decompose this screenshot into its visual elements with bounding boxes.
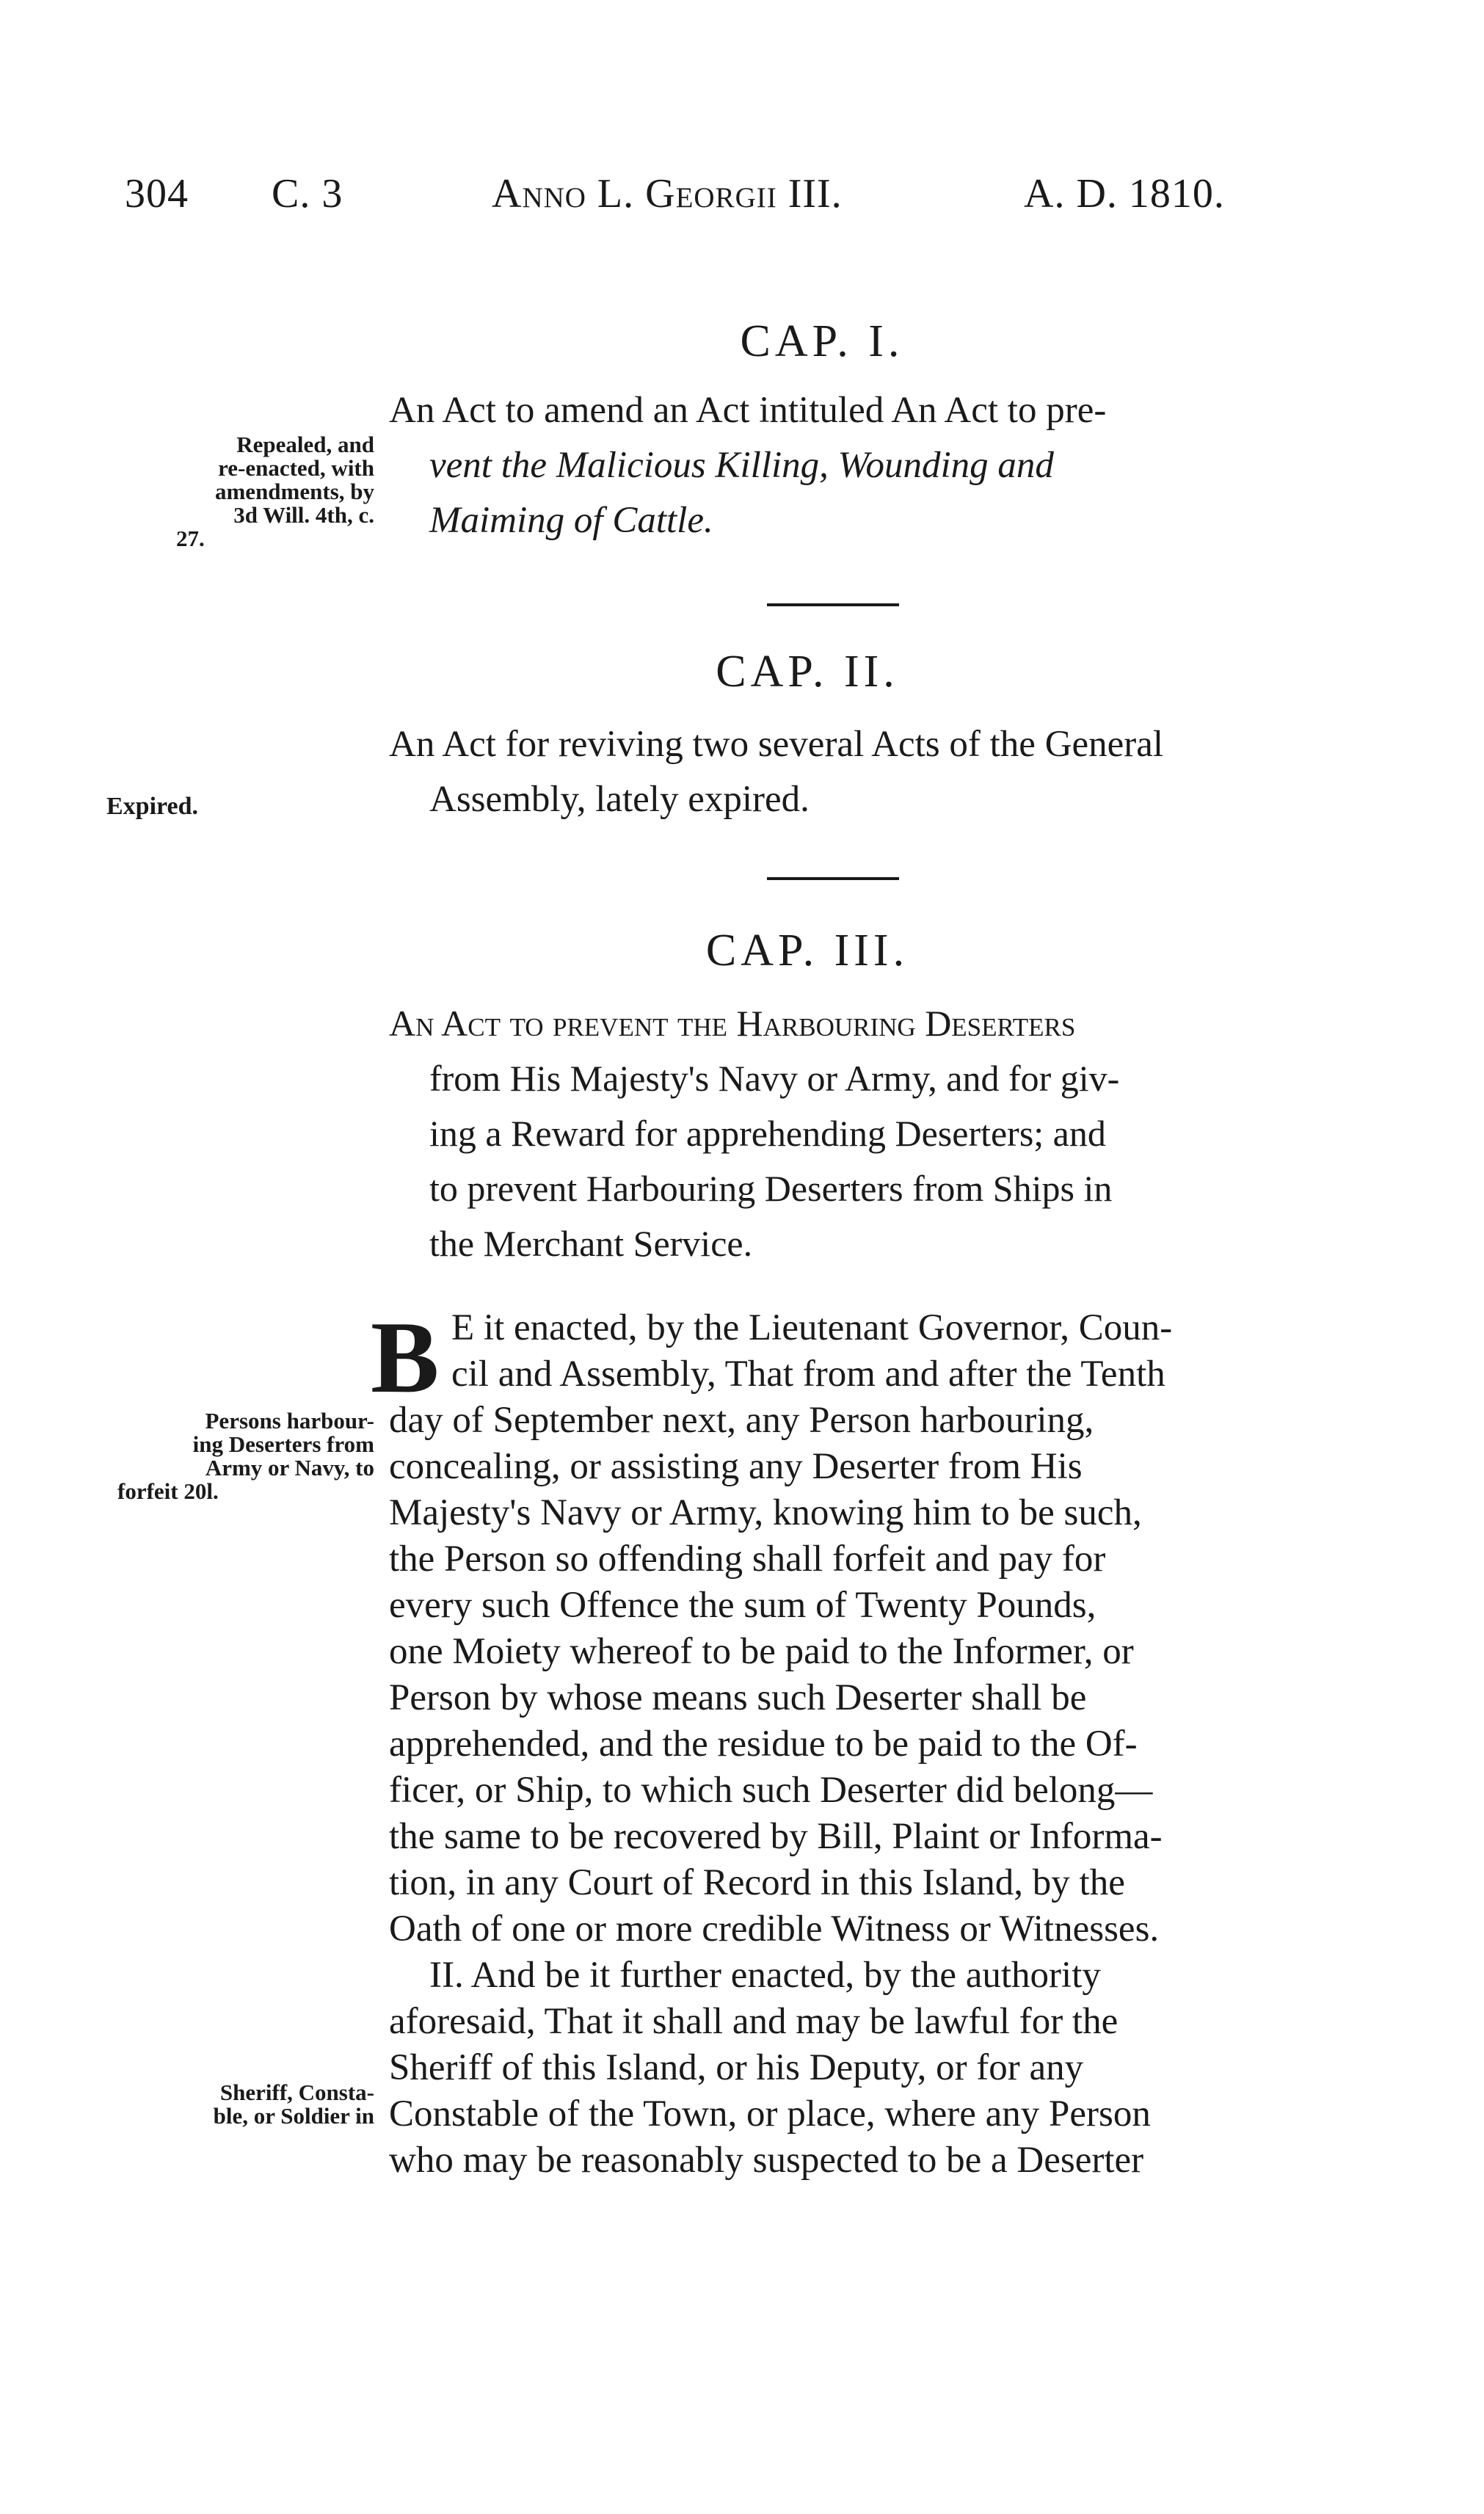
body-line: Oath of one or more credible Witness or Witnesses. <box>389 1908 1160 1950</box>
cap-1-line: Maiming of Cattle. <box>429 500 713 541</box>
cap-3-line: to prevent Harbouring Deserters from Ships in <box>429 1168 1113 1209</box>
body-line: tion, in any Court of Record in this Island, by the <box>389 1862 1125 1903</box>
margin-note-persons-harbouring: Persons harbour- ing Deserters from Army or Navy, to forfeit 20l. <box>117 1408 374 1504</box>
body-line: every such Offence the sum of Twenty Pounds, <box>389 1585 1096 1626</box>
cap-3-line: from His Majesty's Navy or Army, and for giv- <box>429 1058 1120 1099</box>
section-rule <box>767 877 899 880</box>
cap-2-line: Assembly, lately expired. <box>429 779 810 820</box>
body-line: Person by whose means such Deserter shall be <box>389 1677 1087 1718</box>
body-line: the Person so offending shall forfeit and pay for <box>389 1538 1106 1580</box>
running-head: Anno L. Georgii III. <box>492 171 843 217</box>
body-line: cil and Assembly, That from and after the Tenth <box>451 1354 1165 1395</box>
cap-1-line: An Act to amend an Act intituled An Act to pre- <box>389 390 1107 431</box>
body-line: who may be reasonably suspected to be a Deserter <box>389 2140 1144 2181</box>
body-line: the same to be recovered by Bill, Plaint or Informa- <box>389 1816 1163 1857</box>
body-line: concealing, or assisting any Deserter from His <box>389 1446 1083 1487</box>
cap-1-line: vent the Malicious Killing, Wounding and <box>429 445 1054 486</box>
body-line: apprehended, and the residue to be paid to the Of- <box>389 1723 1138 1765</box>
body-line: Sheriff of this Island, or his Deputy, or for any <box>389 2047 1084 2088</box>
body-line: II. And be it further enacted, by the authority <box>429 1955 1101 1996</box>
margin-note-expired: Expired. <box>106 793 199 820</box>
page-number: 304 <box>125 171 189 217</box>
cap-3-line: An Act to prevent the Harbouring Deserters <box>389 1003 1076 1044</box>
section-rule <box>767 603 899 606</box>
body-line: ficer, or Ship, to which such Deserter did belong— <box>389 1770 1153 1811</box>
margin-note-repealed: Repealed, and re-enacted, with amendments, by 3d Will. 4th, c. 27. <box>176 432 374 551</box>
margin-note-sheriff: Sheriff, Consta- ble, or Soldier in <box>213 2079 374 2129</box>
drop-cap: B <box>371 1301 440 1414</box>
body-line: E it enacted, by the Lieutenant Governor, Coun- <box>451 1307 1173 1348</box>
chapter-ref: C. 3 <box>272 171 343 217</box>
body-line: one Moiety whereof to be paid to the Informer, or <box>389 1631 1134 1672</box>
cap-3-title: CAP. III. <box>705 926 909 976</box>
cap-3-line: the Merchant Service. <box>429 1223 753 1264</box>
year: A. D. 1810. <box>1024 171 1225 217</box>
cap-3-line: ing a Reward for apprehending Deserters; and <box>429 1113 1106 1154</box>
cap-1-title: CAP. I. <box>740 316 904 366</box>
body-line: Constable of the Town, or place, where any Person <box>389 2093 1151 2135</box>
cap-2-line: An Act for reviving two several Acts of the General <box>389 724 1164 765</box>
body-line: day of September next, any Person harbouring, <box>389 1400 1094 1441</box>
body-line: aforesaid, That it shall and may be lawful for the <box>389 2001 1119 2042</box>
cap-2-title: CAP. II. <box>716 647 899 697</box>
body-line: Majesty's Navy or Army, knowing him to be such, <box>389 1492 1142 1533</box>
